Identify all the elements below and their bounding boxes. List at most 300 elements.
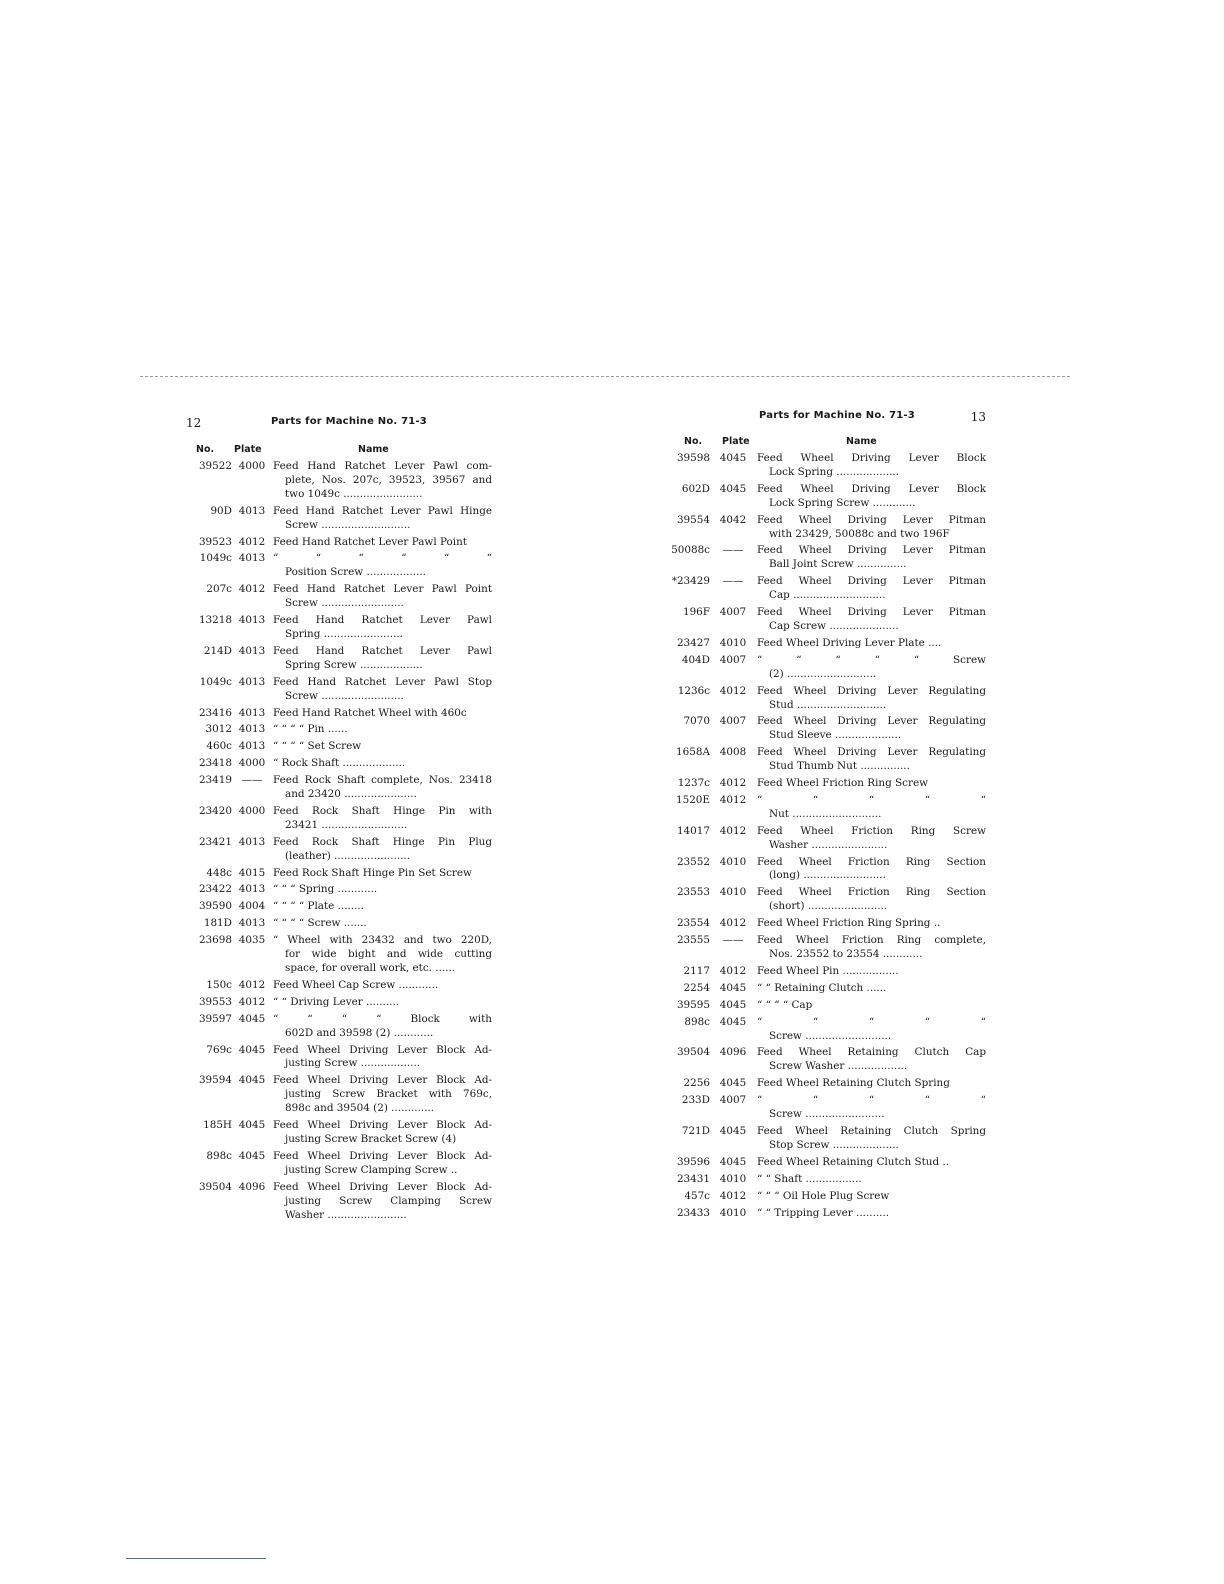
plate-number: 4004 [238,900,266,913]
table-row [668,544,986,572]
part-name-line: and 23420 ...................... [285,788,417,801]
column-header-no: No. [196,444,215,455]
part-number: 39597 [198,1012,232,1025]
part-name-line: Feed Wheel Driving Lever Regulating [757,715,986,728]
plate-number: 4008 [719,746,747,759]
part-name [756,1016,986,1044]
part-name-line: Screw .......................... [769,1029,892,1042]
part-name-line: Feed Hand Ratchet Wheel with 460c [273,706,467,719]
table-row [668,685,986,713]
plate-number: 4012 [238,978,266,991]
plate-number: 4007 [719,1094,747,1107]
part-name [272,883,492,897]
part-name-line: Feed Wheel Driving Lever Block Ad- [273,1043,492,1056]
part-name-line: Feed Rock Shaft Hinge Pin Plug [273,835,492,848]
part-number: 207c [206,583,232,596]
column-header-no: No. [684,436,703,447]
plate-number: 4096 [238,1180,266,1193]
part-number: 23554 [676,917,710,930]
part-number: 23698 [198,934,232,947]
part-number: 233D [681,1094,710,1107]
page-number: 13 [970,410,986,424]
fold-rule [140,376,1070,377]
plate-number: 4045 [238,1119,266,1132]
part-name-line: Nut ........................... [769,807,882,820]
part-number: 2117 [683,964,710,977]
part-number: 457c [684,1189,710,1202]
part-name-line: Feed Wheel Driving Lever Block [757,482,986,495]
part-number: 721D [681,1124,710,1137]
part-name-line: Nos. 23552 to 23554 ............ [769,948,923,960]
part-name-line: justing Screw Bracket Screw (4) [285,1132,457,1145]
part-name-line: Feed Hand Ratchet Lever Pawl [273,614,492,627]
table-row [182,740,492,754]
part-name [756,606,986,634]
part-name [272,1013,492,1041]
table-row [668,575,986,603]
plate-number: 4045 [238,1043,266,1056]
part-name [756,575,986,603]
part-number: 39596 [676,1155,710,1168]
part-name [756,654,986,682]
part-name-line: Screw ........................... [285,518,411,531]
part-name [272,1119,492,1147]
part-number: 898c [684,1015,710,1028]
part-name-line: 898c and 39504 (2) ............. [285,1102,435,1115]
table-row [182,1181,492,1223]
table-row [182,536,492,550]
page-header [182,416,492,434]
part-name [756,715,986,743]
plate-number: 4045 [719,1015,747,1028]
part-number: 39504 [198,1180,232,1193]
table-row [182,1150,492,1178]
plate-number: 4045 [719,1124,747,1137]
part-name [272,645,492,673]
table-row [668,1156,986,1170]
part-name [272,979,492,993]
part-number: 1049c [199,552,232,565]
part-name-line: “ “ “ “ Block with [273,1012,492,1025]
part-name [272,723,492,737]
plate-number: 4007 [719,715,747,728]
part-name-line: Spring Screw ................... [285,658,423,671]
plate-number: 4012 [719,1189,747,1202]
column-header-plate: Plate [722,436,750,447]
part-name [756,637,986,651]
table-row [668,1125,986,1153]
part-name [756,777,986,791]
right-page [668,410,986,1220]
plate-number: 4007 [719,606,747,619]
table-row [182,460,492,502]
plate-number: 4035 [238,934,266,947]
plate-number: 4012 [238,995,266,1008]
table-row [182,552,492,580]
part-name-line: “ “ Driving Lever .......... [273,995,400,1008]
table-row [668,1046,986,1074]
part-name-line: Cap Screw ..................... [769,619,899,632]
plate-number: 4012 [238,583,266,596]
plate-number: —— [722,934,744,947]
part-name-line: Feed Wheel Retaining Clutch Spring [757,1124,986,1137]
parts-list [182,460,492,1222]
part-name-line: justing Screw Bracket with 769c, [285,1088,492,1101]
part-name-line: “ “ “ “ “ [757,793,986,806]
part-number: 1237c [677,777,710,790]
part-name-line: Feed Hand Ratchet Lever Pawl com- [273,460,492,472]
part-name-line: Ball Joint Screw ............... [769,558,907,571]
table-row [182,996,492,1010]
table-row [182,979,492,993]
part-name [272,1181,492,1223]
part-name [272,917,492,931]
part-number: *23429 [671,575,710,588]
part-name-line: Feed Wheel Driving Lever Pitman [757,544,986,557]
part-name [272,996,492,1010]
part-name-line: Feed Hand Ratchet Lever Pawl Point [273,535,467,548]
part-name-line: “ “ Tripping Lever .......... [757,1206,890,1219]
part-name-line: “ “ “ “ Set Screw [273,740,362,753]
table-row [182,707,492,721]
table-row [668,483,986,511]
part-number: 1049c [199,675,232,688]
table-row [182,1013,492,1041]
table-row [182,614,492,642]
part-name-line: Feed Wheel Friction Ring Spring .. [757,917,941,930]
table-row [668,746,986,774]
column-header-name: Name [358,444,389,455]
plate-number: 4045 [719,482,747,495]
part-name-line: Feed Hand Ratchet Lever Pawl Point [273,583,492,596]
plate-number: 4013 [238,740,266,753]
part-number: 39590 [198,900,232,913]
part-name-line: “ Rock Shaft ................... [273,757,406,770]
table-row [668,452,986,480]
plate-number: 4096 [719,1046,747,1059]
column-header-name: Name [846,436,877,447]
part-name [272,460,492,502]
table-row [182,757,492,771]
part-name-line: space, for overall work, etc. ...... [285,962,456,974]
part-name-line: Feed Wheel Cap Screw ............ [273,978,439,991]
part-name [756,794,986,822]
plate-number: 4010 [719,1172,747,1185]
part-name [272,614,492,642]
table-row [668,982,986,996]
table-row [668,1207,986,1221]
part-name [272,836,492,864]
part-name-line: Feed Wheel Friction Ring Section [757,886,986,899]
part-number: 23421 [198,835,232,848]
plate-number: 4045 [238,1074,266,1087]
part-name-line: (long) ......................... [769,869,886,882]
column-headers [668,436,986,452]
part-name-line: Position Screw .................. [285,566,426,579]
part-number: 90D [210,504,232,517]
plate-number: 4012 [238,535,266,548]
table-row [182,934,492,976]
part-name [272,867,492,881]
table-row [668,917,986,931]
part-name [272,805,492,833]
plate-number: 4012 [719,793,747,806]
page-number: 12 [186,416,202,430]
table-row [182,900,492,914]
table-row [668,856,986,884]
table-row [668,1173,986,1187]
part-number: 39523 [198,535,232,548]
part-name-line: “ “ “ “ Screw ....... [273,917,367,930]
part-number: 2256 [683,1077,710,1090]
plate-number: 4013 [238,706,266,719]
plate-number: 4007 [719,653,747,666]
part-name [756,685,986,713]
part-name-line: Feed Hand Ratchet Lever Pawl Stop [273,675,492,688]
part-name [272,774,492,802]
part-number: 39522 [198,460,232,472]
bottom-rule [126,1558,266,1559]
plate-number: 4010 [719,636,747,649]
part-number: 39554 [676,513,710,526]
part-name-line: “ “ “ “ “ [757,1094,986,1107]
part-number: 23422 [198,883,232,896]
part-name [756,746,986,774]
part-name [756,544,986,572]
part-name [756,886,986,914]
part-name-line: Feed Wheel Friction Ring Screw [757,777,928,790]
table-row [668,1190,986,1204]
part-name-line: Feed Wheel Driving Lever Block Ad- [273,1149,492,1162]
table-row [182,805,492,833]
part-name-line: Feed Wheel Driving Lever Pitman [757,575,986,588]
plate-number: 4000 [238,757,266,770]
part-name [756,1173,986,1187]
part-name [756,934,986,962]
part-name-line: “ “ “ “ Pin ...... [273,723,348,736]
part-name-line: Feed Wheel Driving Lever Pitman [757,513,986,526]
plate-number: 4045 [719,981,747,994]
part-number: 214D [203,644,232,657]
plate-number: 4045 [719,998,747,1011]
table-row [182,867,492,881]
part-name-line: Lock Spring ................... [769,465,900,478]
part-name-line: Screw ........................ [769,1108,885,1121]
part-name-line: (2) ........................... [769,667,877,680]
part-name-line: Screw ......................... [285,689,404,702]
part-name-line: Washer ........................ [285,1208,407,1221]
part-name-line: “ “ “ “ “ [757,1015,986,1028]
plate-number: —— [722,575,744,588]
part-number: 898c [206,1149,232,1162]
part-number: 39553 [198,995,232,1008]
part-number: 602D [681,482,710,495]
table-row [668,1077,986,1091]
part-name-line: Feed Wheel Driving Lever Pitman [757,606,986,619]
part-name-line: Feed Wheel Friction Ring Section [757,855,986,868]
part-name [272,900,492,914]
plate-number: 4045 [719,452,747,464]
part-number: 2254 [683,981,710,994]
part-name-line: (short) ........................ [769,900,888,913]
part-name-line: Screw ......................... [285,597,404,610]
part-name [756,917,986,931]
part-name-line: Spring ........................ [285,627,403,640]
part-name [756,1046,986,1074]
table-row [182,883,492,897]
part-number: 50088c [671,544,710,557]
part-name [272,1074,492,1116]
table-row [182,505,492,533]
part-name-line: Feed Wheel Driving Lever Block Ad- [273,1119,492,1132]
part-number: 23419 [198,774,232,787]
part-number: 196F [682,606,710,619]
part-name [756,1156,986,1170]
part-number: 23416 [198,706,232,719]
part-name-line: justing Screw Clamping Screw [285,1194,492,1207]
table-row [668,825,986,853]
part-name-line: justing Screw Clamping Screw .. [285,1163,458,1176]
part-name [756,1190,986,1204]
part-number: 23431 [676,1172,710,1185]
part-number: 7070 [683,715,710,728]
table-row [182,917,492,931]
column-headers [182,444,492,460]
table-row [668,777,986,791]
part-name-line: Feed Hand Ratchet Lever Pawl [273,644,492,657]
table-row [668,965,986,979]
part-name [756,1077,986,1091]
part-name-line: Feed Wheel Friction Ring Screw [757,824,986,837]
part-number: 1520E [675,793,710,806]
part-number: 769c [206,1043,232,1056]
plate-number: 4013 [238,552,266,565]
part-name-line: “ “ “ Oil Hole Plug Screw [757,1189,890,1202]
table-row [668,606,986,634]
table-row [182,1074,492,1116]
part-name [272,934,492,976]
part-name [756,483,986,511]
part-number: 39595 [676,998,710,1011]
plate-number: 4045 [238,1149,266,1162]
part-number: 185H [203,1119,232,1132]
plate-number: 4012 [719,824,747,837]
part-name-line: “ “ “ “ Plate ........ [273,900,365,913]
plate-number: 4045 [719,1077,747,1090]
part-number: 23420 [198,804,232,817]
part-name-line: “ “ Retaining Clutch ...... [757,981,887,994]
part-name-line: Feed Wheel Driving Lever Block Ad- [273,1074,492,1087]
plate-number: 4000 [238,804,266,817]
part-name-line: 23421 .......................... [285,818,408,831]
part-name [272,1150,492,1178]
part-name [272,740,492,754]
part-name-line: Feed Wheel Retaining Clutch Stud .. [757,1155,950,1168]
table-row [668,1016,986,1044]
plate-number: 4013 [238,614,266,627]
plate-number: 4013 [238,917,266,930]
part-name-line: Feed Wheel Friction Ring complete, [757,934,986,947]
table-row [182,583,492,611]
part-name-line: “ Wheel with 23432 and two 220D, [273,934,492,947]
column-header-plate: Plate [234,444,262,455]
plate-number: 4015 [238,866,266,879]
part-name-line: Stud Sleeve .................... [769,729,902,742]
part-number: 14017 [676,824,710,837]
part-name-line: with 23429, 50088c and two 196F [769,527,950,540]
plate-number: 4012 [719,917,747,930]
table-row [668,654,986,682]
page-title: Parts for Machine No. 71-3 [271,416,427,427]
table-row [668,514,986,542]
part-number: 39598 [676,452,710,464]
table-row [668,794,986,822]
part-name-line: Feed Wheel Retaining Clutch Cap [757,1046,986,1059]
part-name-line: Lock Spring Screw ............. [769,496,916,509]
part-number: 404D [681,653,710,666]
part-name-line: Screw Washer .................. [769,1060,908,1073]
part-name [272,552,492,580]
part-name-line: plete, Nos. 207c, 39523, 39567 and [285,473,492,486]
part-number: 460c [206,740,232,753]
part-name-line: Feed Wheel Driving Lever Regulating [757,684,986,697]
part-number: 39504 [676,1046,710,1059]
page-title: Parts for Machine No. 71-3 [759,410,915,421]
plate-number: 4010 [719,886,747,899]
part-name-line: “ “ “ “ Cap [757,998,813,1011]
plate-number: 4013 [238,835,266,848]
table-row [182,836,492,864]
part-name [756,965,986,979]
part-number: 39594 [198,1074,232,1087]
part-name-line: Feed Rock Shaft Hinge Pin Set Screw [273,866,472,879]
plate-number: 4042 [719,513,747,526]
part-name-line: Feed Hand Ratchet Lever Pawl Hinge [273,504,492,517]
part-number: 23418 [198,757,232,770]
part-name-line: “ “ Shaft ................. [757,1172,862,1185]
table-row [668,999,986,1013]
part-number: 448c [206,866,232,879]
table-row [182,645,492,673]
plate-number: 4013 [238,883,266,896]
part-name [756,856,986,884]
plate-number: 4012 [719,684,747,697]
plate-number: —— [722,544,744,557]
part-name [272,505,492,533]
part-number: 150c [206,978,232,991]
plate-number: —— [241,774,263,787]
plate-number: 4000 [238,460,266,472]
table-row [182,1119,492,1147]
part-number: 23555 [676,934,710,947]
part-name [756,514,986,542]
part-name-line: “ “ “ “ “ “ [273,552,492,565]
part-name-line: Stud Thumb Nut ............... [769,760,910,773]
part-name-line: “ “ “ “ “ Screw [757,653,986,666]
part-name-line: (leather) ....................... [285,849,411,862]
page-header [668,410,986,428]
part-number: 23553 [676,886,710,899]
part-name [272,757,492,771]
table-row [668,886,986,914]
plate-number: 4013 [238,644,266,657]
part-number: 1236c [677,684,710,697]
part-name-line: Feed Wheel Retaining Clutch Spring [757,1077,950,1090]
part-name-line: Stop Screw .................... [769,1138,899,1151]
part-name-line: Cap ............................ [769,589,886,602]
part-name [756,1207,986,1221]
part-name-line: Feed Rock Shaft Hinge Pin with [273,804,492,817]
